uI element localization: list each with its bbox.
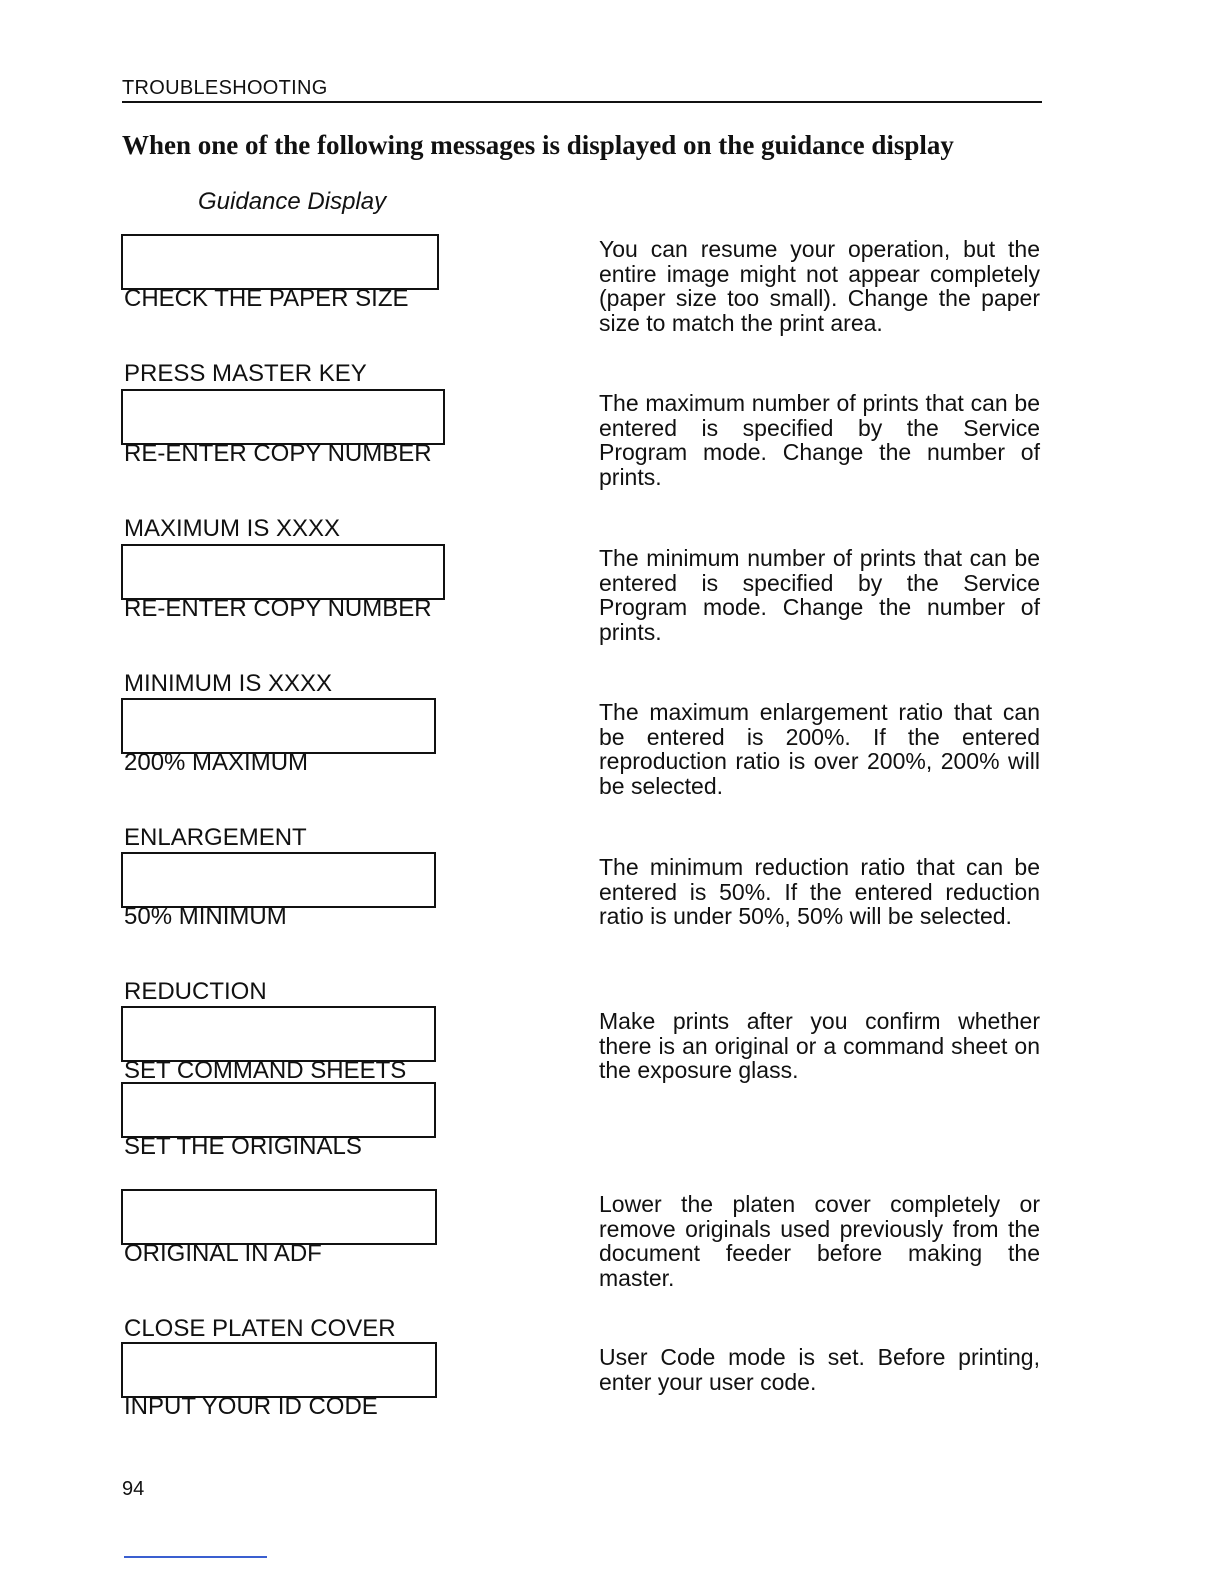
guidance-display-message xyxy=(121,1082,436,1160)
guidance-display-message xyxy=(121,544,445,697)
message-description: User Code mode is set. Before printing, enter your user code. xyxy=(599,1344,1040,1395)
guidance-display-message xyxy=(121,389,445,542)
running-head: TROUBLESHOOTING xyxy=(122,77,1042,103)
guidance-display-message xyxy=(121,1006,436,1084)
display-line: RE-ENTER COPY NUMBER xyxy=(124,595,432,622)
display-line: CHECK THE PAPER SIZE xyxy=(124,285,409,312)
display-line: ORIGINAL IN ADF xyxy=(124,1240,322,1267)
display-line: SET COMMAND SHEETS xyxy=(124,1057,407,1084)
display-line: INPUT YOUR ID CODE xyxy=(124,1393,378,1420)
display-line: CLOSE PLATEN COVER xyxy=(124,1315,396,1342)
display-line: 50% MINIMUM xyxy=(124,903,287,930)
message-description: Lower the platen cover completely or remove originals used previously from the document feeder before making the master. xyxy=(599,1191,1040,1291)
display-line: REDUCTION xyxy=(124,978,267,1005)
display-line: MINIMUM IS XXXX xyxy=(124,670,333,697)
guidance-display-message xyxy=(121,1189,437,1342)
guidance-display-message xyxy=(121,234,439,387)
display-line: 200% MAXIMUM xyxy=(124,749,309,776)
message-description: The maximum number of prints that can be entered is specified by the Service Program mode. Change the number of prints. xyxy=(599,390,1040,490)
footer-rule xyxy=(124,1556,267,1558)
guidance-display-message xyxy=(121,852,436,1005)
message-description: The minimum number of prints that can be entered is specified by the Service Program mode. Change the number of prints. xyxy=(599,545,1040,645)
guidance-display-message xyxy=(121,1342,437,1420)
display-line: SET THE ORIGINALS xyxy=(124,1133,362,1160)
guidance-display-caption: Guidance Display xyxy=(198,188,387,215)
message-description: You can resume your operation, but the entire image might not appear completely (paper size too small). Change the paper size to match the print area. xyxy=(599,236,1040,336)
page-number: 94 xyxy=(122,1478,145,1500)
message-description: The minimum reduction ratio that can be entered is 50%. If the entered reduction ratio is under 50%, 50% will be selected. xyxy=(599,854,1040,929)
section-heading: When one of the following messages is displayed on the guidance display xyxy=(122,130,954,160)
message-description: Make prints after you confirm whether there is an original or a command sheet on the exposure glass. xyxy=(599,1008,1040,1083)
display-line: MAXIMUM IS XXXX xyxy=(124,515,341,542)
display-line: ENLARGEMENT xyxy=(124,824,307,851)
guidance-display-message xyxy=(121,698,436,851)
display-line: PRESS MASTER KEY xyxy=(124,360,367,387)
display-line: RE-ENTER COPY NUMBER xyxy=(124,440,432,467)
message-description: The maximum enlargement ratio that can be entered is 200%. If the entered reproduction ratio is over 200%, 200% will be selected. xyxy=(599,699,1040,799)
